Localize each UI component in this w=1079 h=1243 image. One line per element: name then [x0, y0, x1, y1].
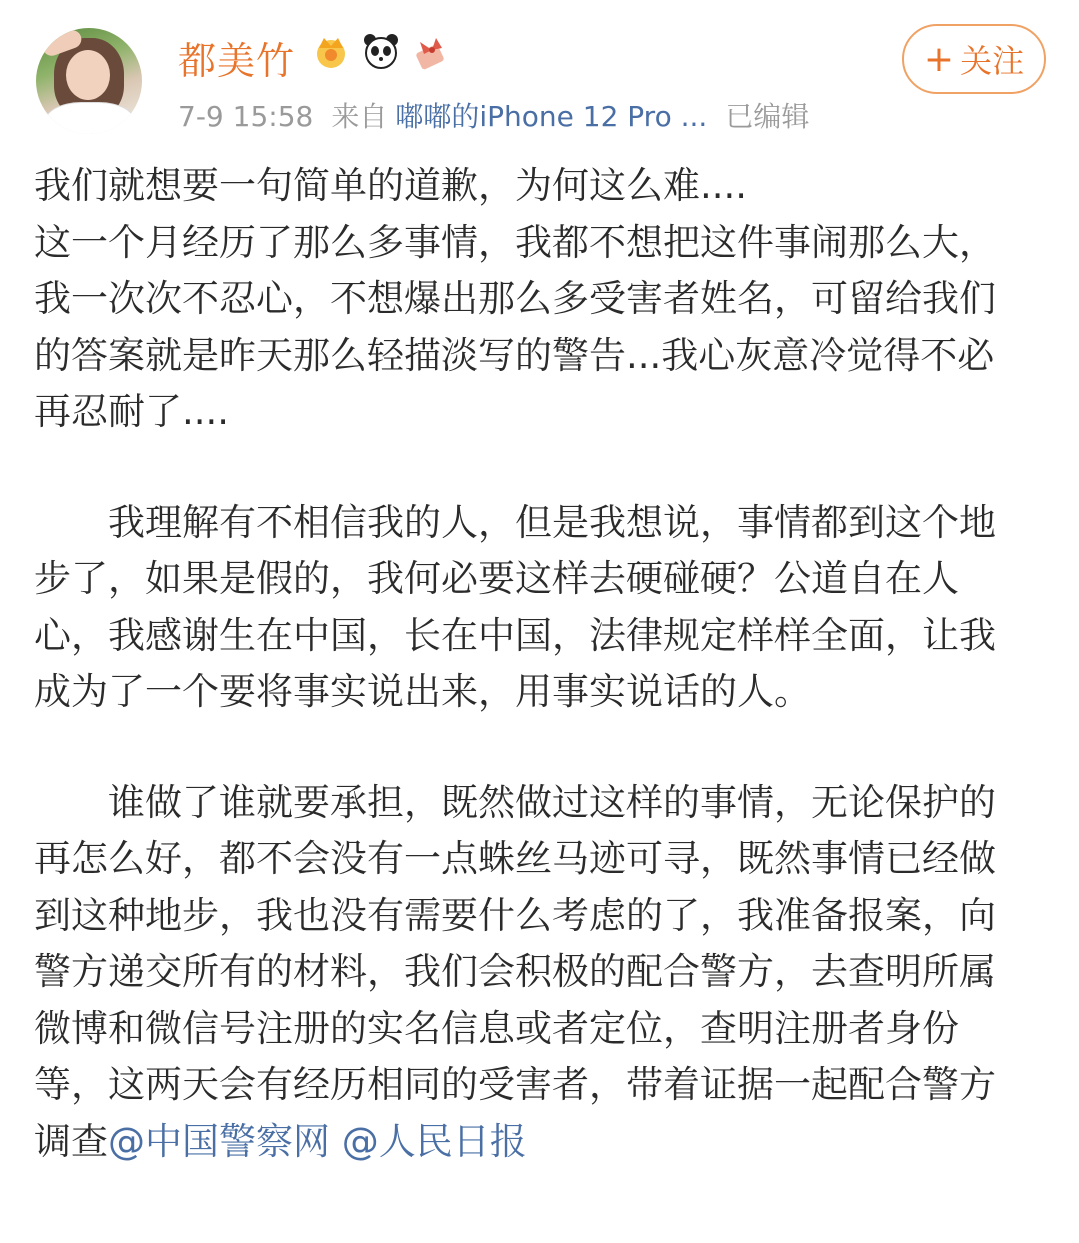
post-paragraph: 我们就想要一句简单的道歉，为何这么难.... 这一个月经历了那么多事情，我都不想把这件事闹那么大，我一次次不忍心，不想爆出那么多受害者姓名，可留给我们的答案就是昨天那么轻描淡写的警告...我心灰意冷觉得不必再忍耐了.... — [34, 164, 996, 433]
post-paragraph-with-mentions — [34, 775, 1024, 1171]
post-meta — [178, 95, 827, 135]
mention-link[interactable]: @中国警察网 — [108, 1119, 330, 1163]
post-source[interactable]: 嘟嘟的iPhone 12 Pro ... — [395, 100, 708, 133]
crown-badge-icon[interactable] — [310, 30, 352, 72]
post-header — [0, 0, 1079, 150]
user-badges — [310, 30, 452, 72]
follow-button[interactable] — [902, 24, 1046, 94]
avatar-shirt — [44, 102, 136, 134]
panda-badge-icon[interactable] — [360, 30, 402, 72]
post-paragraph: 我理解有不相信我的人，但是我想说，事情都到这个地步了，如果是假的，我何必要这样去硬碰硬？公道自在人心，我感谢生在中国，长在中国，法律规定样样全面，让我成为了一个要将事实说出来，用事实说话的人。 — [34, 500, 996, 713]
mention-link[interactable]: @人民日报 — [341, 1119, 527, 1163]
post-time: 7-9 15:58 — [178, 100, 314, 133]
post-paragraph-text: 谁做了谁就要承担，既然做过这样的事情，无论保护的再怎么好，都不会没有一点蛛丝马迹可寻，既然事情已经做到这种地步，我也没有需要什么考虑的了，我准备报案，向警方递交所有的材料，我们会积极的配合警方，去查明所属微博和微信号注册的实名信息或者定位，查明注册者身份等，这两天会有经历相同的受害者，带着证据一起配合警方调查 — [34, 780, 996, 1163]
follow-label: 关注 — [960, 42, 1025, 80]
username[interactable]: 都美竹 — [178, 39, 296, 83]
plus-icon: + — [923, 38, 955, 80]
gift-badge-icon[interactable] — [410, 30, 452, 72]
edited-label[interactable]: 已编辑 — [725, 100, 810, 133]
post-content — [34, 158, 1024, 1170]
from-label: 来自 — [331, 100, 388, 133]
avatar-face — [66, 50, 110, 100]
avatar[interactable] — [36, 28, 142, 134]
